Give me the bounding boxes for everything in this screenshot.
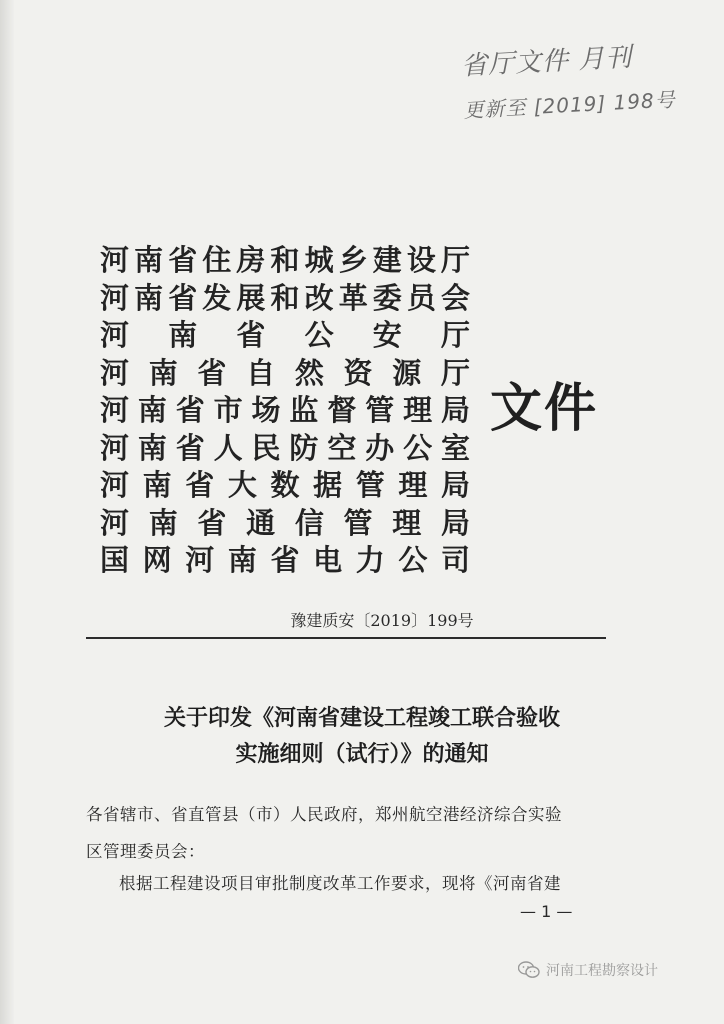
body-paragraph: 根据工程建设项目审批制度改革工作要求，现将《河南省建: [119, 874, 561, 893]
document-title: [0, 701, 724, 773]
issuer: 国网河南省电力公司: [100, 543, 470, 577]
issuer: 河南省通信管理局: [100, 505, 470, 540]
document-title-line-2: 实施细则（试行）》的通知: [235, 742, 489, 767]
issuer: 河南省住房和城乡建设厅: [100, 243, 470, 277]
document-number: 豫建质安〔2019〕199号: [290, 611, 474, 630]
recipients-line-1: 各省辖市、省直管县（市）人民政府，郑州航空港经济综合实验: [86, 805, 562, 824]
issuer: 河南省市场监督管理局: [100, 393, 470, 427]
header-divider: [86, 637, 606, 639]
issuer: 河南省发展和改革委员会: [100, 280, 470, 315]
watermark: [518, 960, 658, 980]
recipients-line-2: 区管理委员会：: [86, 842, 205, 861]
issuer: 河南省公安厅: [100, 318, 470, 352]
document-type-label: 文件: [490, 379, 599, 439]
watermark-text: 河南工程勘察设计: [546, 963, 658, 979]
scan-edge: [0, 0, 14, 1024]
handwritten-note-line-2: 更新至 [2019] 198号: [462, 87, 677, 123]
page-number: — 1 —: [520, 902, 573, 921]
recipients: [86, 796, 608, 870]
document-title-line-1: 关于印发《河南省建设工程竣工联合验收: [163, 706, 560, 731]
handwritten-note-line-1: 省厅文件 月刊: [460, 42, 634, 82]
wechat-icon: [518, 961, 540, 979]
issuer: 河南省人民防空办公室: [100, 430, 470, 465]
issuer: 河南省大数据管理局: [100, 468, 470, 502]
issuing-authorities: [100, 242, 470, 580]
handwritten-note: [460, 34, 676, 123]
issuer: 河南省自然资源厅: [100, 355, 470, 390]
